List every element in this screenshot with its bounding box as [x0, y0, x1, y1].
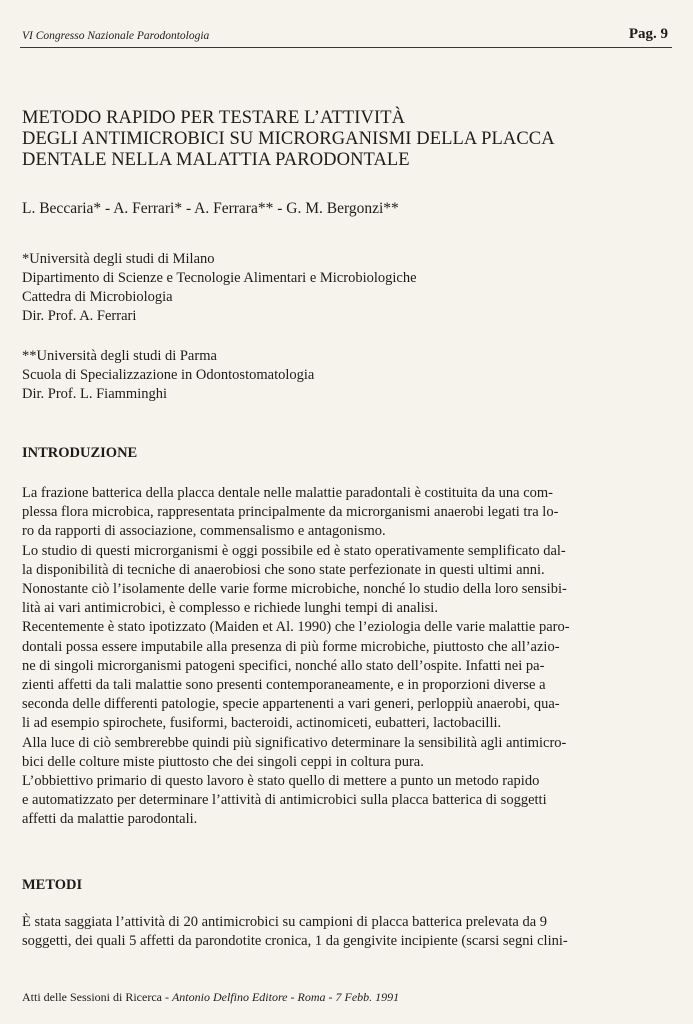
methods-heading: METODI	[22, 877, 83, 893]
text-line: ro da rapporti di associazione, commensalismo e antagonismo.	[22, 523, 386, 540]
title-line: METODO RAPIDO PER TESTARE L’ATTIVITÀ	[22, 108, 406, 128]
affiliation-line: Dir. Prof. A. Ferrari	[22, 308, 137, 324]
running-header	[22, 28, 672, 48]
text-line: li ad esempio spirochete, fusiformi, bacteroidi, actinomiceti, eubatteri, lactobacilli.	[22, 715, 502, 732]
text-line: affetti da malattie parodontali.	[22, 811, 198, 828]
affiliation-milano	[22, 250, 662, 326]
text-line: e automatizzato per determinare l’attività di antimicrobici sulla placca batterica di soggetti	[22, 792, 547, 809]
footer-proceedings: Atti delle Sessioni di Ricerca -	[22, 990, 172, 1004]
text-line: plessa flora microbica, rappresentata principalmente da microrganismi anaerobi legati tra lo-	[22, 504, 559, 521]
text-line: Lo studio di questi microrganismi è oggi possibile ed è stato operativamente semplificato dal-	[22, 542, 566, 559]
conference-name: VI Congresso Nazionale Parodontologia	[22, 30, 210, 42]
affiliation-line: Dir. Prof. L. Fiamminghi	[22, 386, 167, 402]
page-footer	[22, 990, 399, 1005]
introduction-body	[22, 484, 674, 830]
affiliation-line: **Università degli studi di Parma	[22, 348, 217, 364]
text-line: Alla luce di ciò sembrerebbe quindi più significativo determinare la sensibilità agli antimicro-	[22, 734, 567, 751]
text-line: la disponibilità di tecniche di anaerobiosi che sono state perfezionate in questi ultimi anni.	[22, 561, 545, 578]
introduction-heading: INTRODUZIONE	[22, 445, 138, 461]
affiliation-parma	[22, 347, 662, 404]
text-line: L’obbiettivo primario di questo lavoro è stato quello di mettere a punto un metodo rapido	[22, 773, 540, 790]
text-line: zienti affetti da tali malattie sono presenti contemporaneamente, e in proporzioni diverse a	[22, 677, 546, 694]
header-rule	[20, 47, 672, 48]
affiliation-line: Cattedra di Microbiologia	[22, 289, 173, 305]
title-line: DENTALE NELLA MALATTIA PARODONTALE	[22, 150, 410, 170]
text-line: lità ai vari antimicrobici, è complesso e richiede lunghi tempi di analisi.	[22, 600, 438, 617]
title-line: DEGLI ANTIMICROBICI SU MICRORGANISMI DELLA PLACCA	[22, 129, 555, 149]
affiliation-line: *Università degli studi di Milano	[22, 251, 215, 267]
text-line: La frazione batterica della placca dentale nelle malattie paradontali è costituita da una com-	[22, 485, 553, 501]
text-line: Nonostante ciò l’isolamente delle varie forme microbiche, nonché lo studio della loro sensibi-	[22, 581, 567, 598]
text-line: dontali possa essere imputabile alla presenza di più forme microbiche, piuttosto che all’azio-	[22, 638, 560, 655]
text-line: È stata saggiata l’attività di 20 antimicrobici su campioni di placca batterica prelevata da 9	[22, 914, 548, 930]
page-number: Pag. 9	[628, 26, 668, 42]
affiliation-line: Dipartimento di Scienze e Tecnologie Alimentari e Microbiologiche	[22, 270, 417, 286]
author-list: L. Beccaria* - A. Ferrari* - A. Ferrara** - G. M. Bergonzi**	[22, 200, 399, 217]
methods-body	[22, 913, 674, 951]
footer-publisher: Antonio Delfino Editore - Roma - 7 Febb. 1991	[171, 990, 400, 1004]
text-line: seconda delle differenti patologie, specie appartenenti a vari generi, perloppiù anaerobi, qua-	[22, 696, 560, 713]
text-line: soggetti, dei quali 5 affetti da parondotite cronica, 1 da gengivite incipiente (scarsi segni clini-	[22, 933, 568, 950]
text-line: bici delle colture miste piuttosto che dei singoli ceppi in coltura pura.	[22, 753, 424, 770]
paper-title	[22, 108, 672, 171]
text-line: Recentemente è stato ipotizzato (Maiden et Al. 1990) che l’eziologia delle varie malattie paro-	[22, 619, 570, 636]
affiliation-line: Scuola di Specializzazione in Odontostomatologia	[22, 367, 315, 383]
text-line: ne di singoli microrganismi patogeni specifici, nonché allo stato dell’ospite. Infatti nei pa-	[22, 657, 545, 674]
